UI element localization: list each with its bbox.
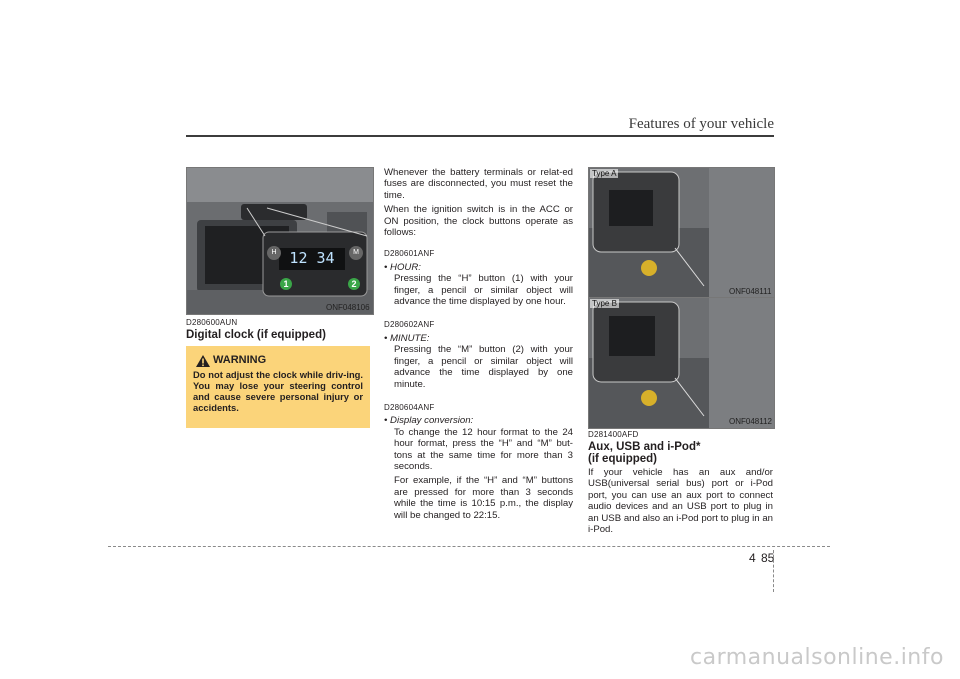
aux-title-1: Aux, USB and i-Pod* xyxy=(588,441,701,453)
type-b-image-label: ONF048112 xyxy=(729,417,772,426)
clock-photo xyxy=(186,167,374,315)
minute-text: Pressing the “M” button (2) with your finger, a pencil or similar object will advance the time displayed by one minute. xyxy=(394,344,573,390)
header-title: Features of your vehicle xyxy=(628,116,774,132)
aux-body: If your vehicle has an aux and/or USB(universal serial bus) port or i-Pod port, you can use an aux port to connect audio devices and an USB port to plug in an USB and also an i-Pod port to plug in an i-Pod. xyxy=(588,467,773,536)
hour-text: Pressing the “H” button (1) with your finger, a pencil or similar object will advance the time displayed by one hour. xyxy=(394,273,573,308)
callout-2: 2 xyxy=(348,278,360,290)
type-a-label: Type A xyxy=(592,169,617,178)
page-number: 85 xyxy=(761,551,775,565)
clock-display: 12 34 xyxy=(289,249,335,267)
footer-rule xyxy=(108,546,830,547)
aux-code: D281400AFD xyxy=(588,430,639,439)
chapter-number: 4 xyxy=(749,551,756,565)
warning-title: WARNING xyxy=(213,354,267,366)
middle-column xyxy=(384,167,573,524)
minute-code: D280602ANF xyxy=(384,320,435,330)
hour-code: D280601ANF xyxy=(384,249,435,259)
footer-vertical-rule xyxy=(773,550,774,592)
display-conversion-example: For example, if the “H” and “M” buttons are pressed for more than 3 seconds while the time is 10:15 p.m., the display will be changed to 22:15. xyxy=(394,475,573,521)
type-b-label: Type B xyxy=(592,299,617,308)
digital-clock-title: Digital clock (if equipped) xyxy=(186,329,326,341)
display-conversion-label: • Display conversion: xyxy=(384,415,474,427)
warning-box xyxy=(186,346,370,428)
intro-paragraph-2: When the ignition switch is in the ACC or ON position, the clock buttons operate as follows: xyxy=(384,204,573,239)
type-b-photo xyxy=(588,297,775,429)
h-button: H xyxy=(267,246,281,260)
minute-label: • MINUTE: xyxy=(384,332,430,344)
type-a-drawing xyxy=(589,168,774,298)
aux-title-2: (if equipped) xyxy=(588,453,657,465)
type-a-photo xyxy=(588,167,775,299)
watermark: carmanualsonline.info xyxy=(690,645,944,670)
display-conversion-text: To change the 12 hour format to the 24 hour format, press the “H” and “M” but-tons at the same time for more than 3 seconds. xyxy=(394,426,573,472)
intro-paragraph-1: Whenever the battery terminals or relat-ed fuses are disconnected, you must reset the time. xyxy=(384,167,573,201)
type-b-drawing xyxy=(589,298,774,428)
m-button: M xyxy=(349,246,363,260)
header-rule xyxy=(186,135,774,137)
digital-clock-code: D280600AUN xyxy=(186,318,238,327)
clock-photo-drawing xyxy=(187,168,373,314)
display-conversion-code: D280604ANF xyxy=(384,402,435,412)
type-a-image-label: ONF048111 xyxy=(729,287,772,296)
callout-1: 1 xyxy=(280,278,292,290)
warning-text: Do not adjust the clock while driv-ing. You may lose your steering control and cause severe personal injury or accidents. xyxy=(193,369,363,413)
clock-image-label: ONF048106 xyxy=(326,303,370,312)
hour-label: • HOUR: xyxy=(384,261,421,273)
